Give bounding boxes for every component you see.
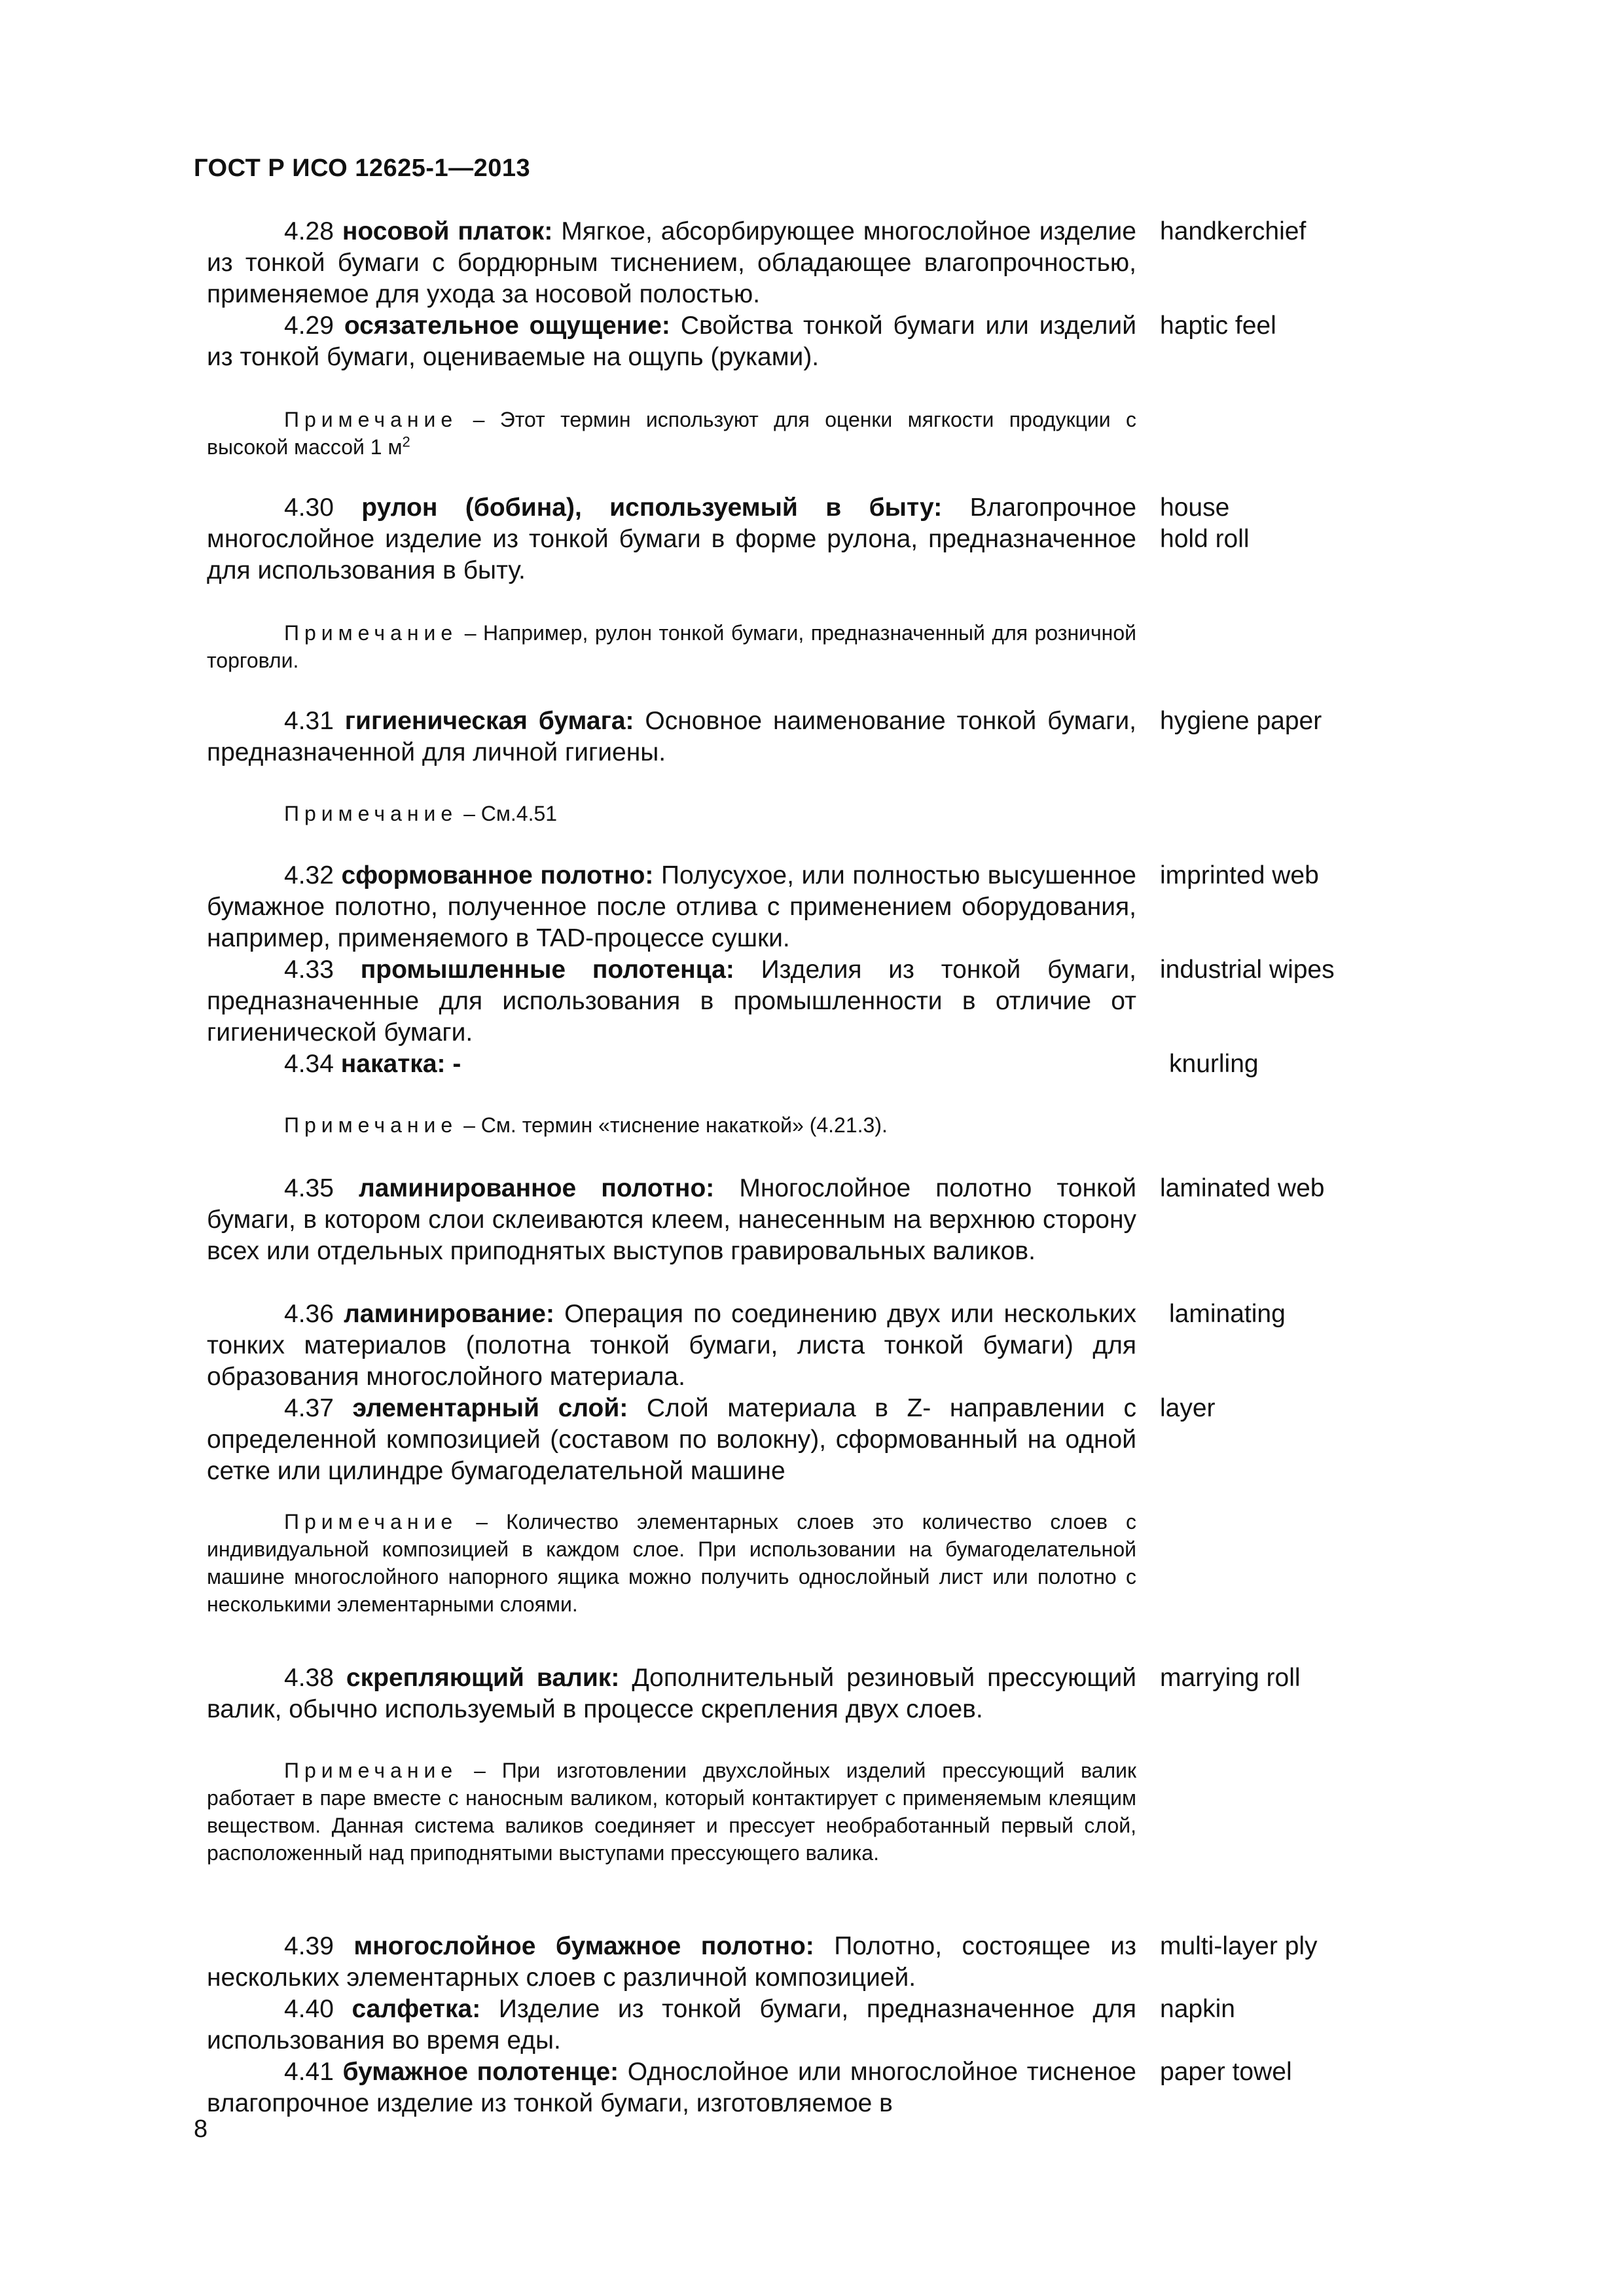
term-definition: Изделия из тонкой бумаги, предназначенные для использования в промышленности в отличие от гигиенической бумаги.	[207, 956, 1136, 1047]
term-number: 4.33	[284, 956, 334, 984]
term-english: industrial wipes	[1160, 956, 1335, 984]
term-number: 4.30	[284, 493, 334, 522]
term-number: 4.35	[284, 1174, 334, 1202]
term-title: салфетка:	[352, 1995, 481, 2023]
term-title: элементарный слой:	[352, 1394, 628, 1422]
note-4-29	[207, 406, 1136, 461]
term-definition: Дополнительный резиновый прессующий валик, обычно используемый в процессе скрепления двух слоев.	[207, 1664, 1137, 1723]
note-label: Примечание	[284, 408, 458, 431]
term-title: промышленные полотенца:	[360, 956, 734, 984]
term-number: 4.36	[284, 1300, 334, 1328]
term-english: marrying roll	[1160, 1664, 1301, 1692]
term-number: 4.29	[284, 312, 334, 340]
page-number: 8	[194, 2115, 208, 2143]
term-english: laminated web	[1160, 1174, 1325, 1202]
term-english: knurling	[1169, 1050, 1259, 1078]
term-entry-4-32	[207, 860, 1136, 954]
term-entry-4-34	[207, 1049, 1136, 1080]
term-number: 4.37	[284, 1394, 334, 1422]
note-text: – См.4.51	[463, 802, 558, 825]
note-text: – Количество элементарных слоев это количество слоев с индивидуальной композицией в каждом слое. При использовании на бумагоделательной машине многослойного напорного ящика можно получить однослойный лист или полотно с несколькими элементарными слоями.	[207, 1510, 1137, 1616]
term-definition: Мягкое, абсорбирующее многослойное изделие из тонкой бумаги с бордюрным тиснением, обладающее влагопрочностью, применяемое для ухода за носовой полостью.	[207, 217, 1136, 308]
term-title: ламинированное полотно:	[358, 1174, 715, 1202]
note-label: Примечание	[284, 1510, 458, 1534]
term-definition: Полусухое, или полностью высушенное бумажное полотно, полученное после отлива с применением оборудования, например, применяемого в TAD-процессе сушки.	[207, 861, 1136, 952]
term-title: носовой платок:	[342, 217, 553, 245]
term-definition: Основное наименование тонкой бумаги, предназначенной для личной гигиены.	[207, 707, 1136, 766]
term-title: гигиеническая бумага:	[344, 707, 634, 735]
term-number: 4.38	[284, 1664, 334, 1692]
term-title: скрепляющий валик:	[346, 1664, 620, 1692]
term-english: napkin	[1160, 1995, 1235, 2023]
note-4-30	[207, 619, 1136, 674]
term-title: сформованное полотно:	[341, 861, 654, 889]
note-text: – При изготовлении двухслойных изделий прессующий валик работает в паре вместе с наносным валиком, который контактирует с применяемым клеящим веществом. Данная система валиков соединяет и прессует необработанный первый слой, расположенный над приподнятыми выступами прессующего валика.	[207, 1759, 1137, 1865]
term-entry-4-39	[207, 1931, 1136, 1994]
term-title: многослойное бумажное полотно:	[353, 1932, 814, 1960]
term-english: multi-layer ply	[1160, 1932, 1318, 1960]
note-label: Примечание	[284, 1759, 458, 1782]
term-definition: Однослойное или многослойное тисненое влагопрочное изделие из тонкой бумаги, изготовляемое в	[207, 2058, 1136, 2117]
term-number: 4.28	[284, 217, 334, 245]
term-number: 4.31	[284, 707, 334, 735]
term-entry-4-29	[207, 310, 1136, 373]
term-english: haptic feel	[1160, 312, 1276, 340]
term-entry-4-36	[207, 1299, 1136, 1393]
term-title: осязательное ощущение:	[344, 312, 670, 340]
term-english: layer	[1160, 1394, 1216, 1422]
term-number: 4.34	[284, 1050, 334, 1078]
term-definition: Слой материала в Z- направлении с определенной композицией (составом по волокну), сформованный на одной сетке или цилиндре бумагоделательной машине	[207, 1394, 1136, 1485]
note-label: Примечание	[284, 621, 458, 645]
note-text: – Этот термин используют для оценки мягкости продукции с высокой массой 1 м	[207, 408, 1137, 459]
term-entry-4-28	[207, 216, 1136, 310]
term-definition: Изделие из тонкой бумаги, предназначенное для использования во время еды.	[207, 1995, 1136, 2054]
term-entry-4-35	[207, 1173, 1136, 1267]
term-entry-4-41	[207, 2056, 1136, 2119]
term-definition: Полотно, состоящее из нескольких элементарных слоев с различной композицией.	[207, 1932, 1136, 1992]
note-label: Примечание	[284, 802, 458, 825]
term-title: рулон (бобина), используемый в быту:	[361, 493, 943, 522]
term-definition: Многослойное полотно тонкой бумаги, в котором слои склеиваются клеем, нанесенным на верхнюю сторону всех или отдельных приподнятых выступов гравировальных валиков.	[207, 1174, 1136, 1265]
note-4-37	[207, 1508, 1136, 1618]
term-entry-4-31	[207, 706, 1136, 768]
term-definition: Операция по соединению двух или нескольких тонких материалов (полотна тонкой бумаги, листа тонкой бумаги) для образования многослойного материала.	[207, 1300, 1137, 1391]
term-definition: Свойства тонкой бумаги или изделий из тонкой бумаги, оцениваемые на ощупь (руками).	[207, 312, 1136, 371]
note-4-34	[207, 1111, 1136, 1139]
term-entry-4-30	[207, 492, 1136, 586]
term-english: imprinted web	[1160, 861, 1319, 889]
term-title: бумажное полотенце:	[342, 2058, 619, 2086]
term-english: house hold roll	[1160, 493, 1250, 553]
note-text: – См. термин «тиснение накаткой» (4.21.3).	[463, 1113, 888, 1137]
term-number: 4.40	[284, 1995, 334, 2023]
note-text: – Например, рулон тонкой бумаги, предназначенный для розничной торговли.	[207, 621, 1137, 672]
term-number: 4.41	[284, 2058, 334, 2086]
term-entry-4-33	[207, 954, 1136, 1049]
term-definition: Влагопрочное многослойное изделие из тонкой бумаги в форме рулона, предназначенное для использования в быту.	[207, 493, 1137, 584]
term-english: hygiene paper	[1160, 707, 1322, 735]
term-title: накатка: -	[340, 1050, 461, 1078]
note-label: Примечание	[284, 1113, 458, 1137]
note-4-31	[207, 800, 1136, 827]
term-number: 4.39	[284, 1932, 334, 1960]
term-english: paper towel	[1160, 2058, 1292, 2086]
term-english: handkerchief	[1160, 217, 1307, 245]
note-4-38	[207, 1757, 1136, 1867]
document-header: ГОСТ Р ИСО 12625-1—2013	[194, 154, 531, 182]
term-english: laminating	[1169, 1300, 1286, 1328]
term-entry-4-40	[207, 1994, 1136, 2056]
term-entry-4-37	[207, 1393, 1136, 1487]
term-title: ламинирование:	[344, 1300, 554, 1328]
term-number: 4.32	[284, 861, 334, 889]
note-superscript: 2	[402, 433, 410, 450]
term-entry-4-38	[207, 1662, 1136, 1725]
